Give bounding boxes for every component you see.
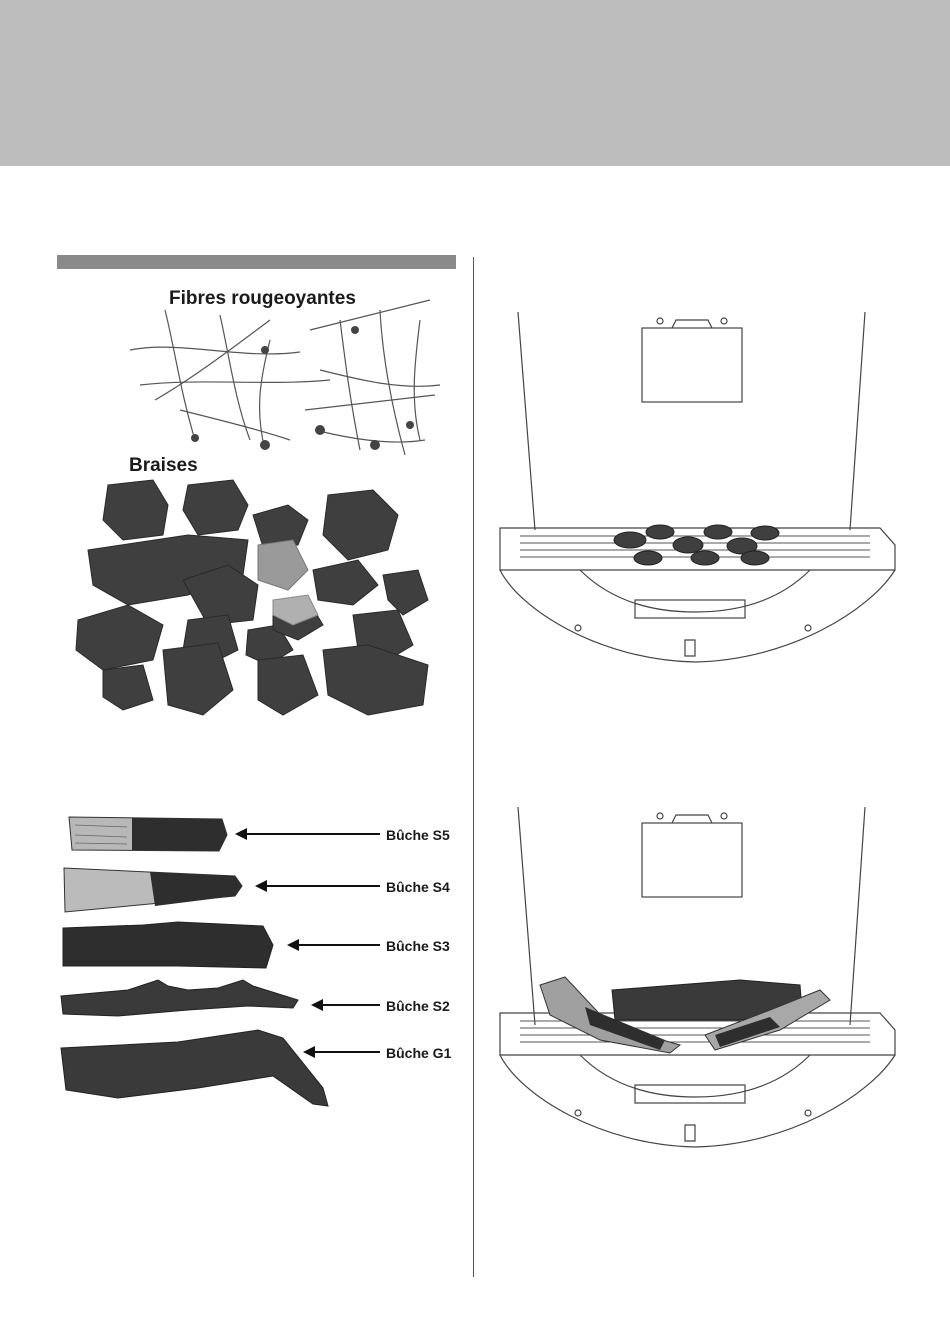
log-s5-arrow [235, 828, 380, 840]
fireplace-logs-diagram [490, 795, 900, 1165]
glowing-fibres-illustration [120, 290, 460, 470]
log-s4-arrow [255, 880, 380, 892]
embers-label: Braises [129, 455, 198, 476]
fireplace-embers-diagram [490, 300, 900, 670]
section-bar [57, 255, 456, 269]
log-s2-label: Bûche S2 [386, 998, 450, 1014]
log-s3-arrow [287, 939, 380, 951]
log-g1-arrow [303, 1046, 380, 1058]
log-s3-label: Bûche S3 [386, 938, 450, 954]
header-band [0, 0, 950, 166]
log-s4-label: Bûche S4 [386, 879, 450, 895]
log-s4-image [60, 866, 245, 914]
log-s5-image [67, 815, 232, 855]
log-s5-label: Bûche S5 [386, 827, 450, 843]
embers-illustration [68, 475, 438, 725]
log-g1-image [58, 1028, 333, 1108]
fibres-label: Fibres rougeoyantes [169, 288, 356, 309]
column-divider [473, 257, 474, 1277]
log-s2-image [58, 976, 303, 1022]
log-s3-image [58, 920, 278, 972]
log-s2-arrow [311, 999, 380, 1011]
log-g1-label: Bûche G1 [386, 1045, 452, 1061]
